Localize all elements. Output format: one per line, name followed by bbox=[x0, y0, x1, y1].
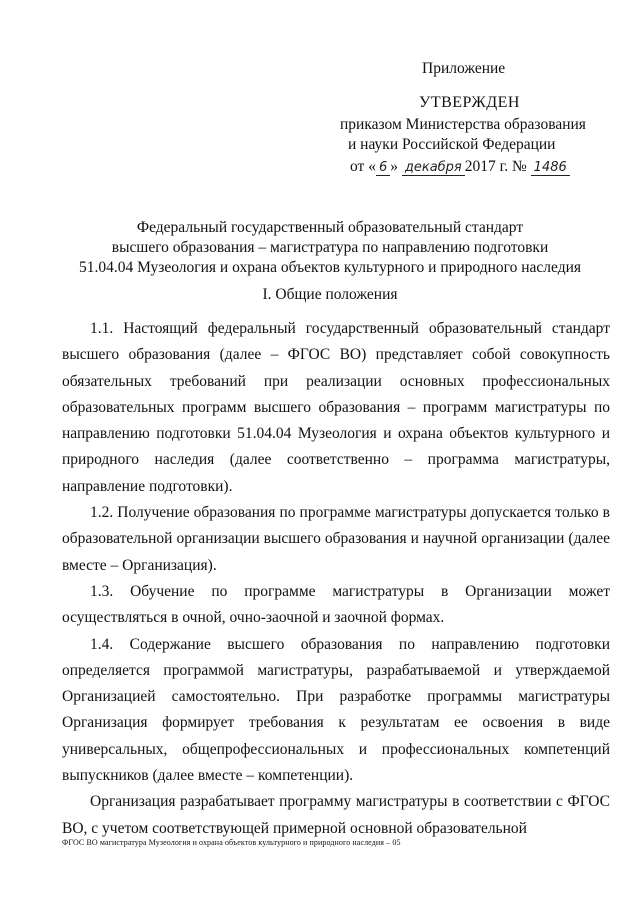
date-prefix: от « bbox=[350, 158, 376, 175]
paragraph-1-1: 1.1. Настоящий федеральный государственный образовательный стандарт высшего образования (далее – ФГОС ВО) представляет собой совокупность обязательных требований при реализации основных профессиональных образовательных программ высшего образования – программ магистратуры по направлению подготовки 51.04.04 Музеология и охрана объектов культурного и природного наследия (далее соответственно – программа магистратуры, направление подготовки). bbox=[62, 320, 610, 495]
document-title bbox=[60, 218, 600, 278]
appendix-label: Приложение bbox=[422, 60, 506, 77]
handwritten-number: 1486 bbox=[531, 161, 570, 176]
handwritten-day: 6 bbox=[376, 161, 390, 176]
approved-heading: УТВЕРЖДЕН bbox=[419, 94, 520, 111]
paragraph-1-2: 1.2. Получение образования по программе магистратуры допускается только в образовательной организации высшего образования и научной организации (далее вместе – Организация). bbox=[62, 504, 610, 574]
document-body bbox=[62, 316, 610, 842]
date-suffix: 2017 г. № bbox=[464, 158, 527, 175]
title-line-3: 51.04.04 Музеология и охрана объектов культурного и природного наследия bbox=[78, 259, 582, 276]
handwritten-month: декабря bbox=[402, 161, 465, 176]
order-date-line bbox=[350, 156, 570, 178]
paragraph-1-4: 1.4. Содержание высшего образования по направлению подготовки определяется программой магистратуры, разрабатываемой и утверждаемой Организацией самостоятельно. При разработке программы магистратуры Организация формирует требования к результатам ее освоения в виде универсальных, общепрофессиональных и профессиональных компетенций выпускников (далее вместе – компетенции). bbox=[62, 635, 610, 785]
order-line-1: приказом Министерства образования bbox=[340, 116, 586, 133]
paragraph-1-3: 1.3. Обучение по программе магистратуры в Организации может осуществляться в очной, очно-заочной и заочной формах. bbox=[62, 582, 610, 627]
title-line-1: Федеральный государственный образовательный стандарт bbox=[136, 219, 524, 236]
page-footer: ФГОС ВО магистратура Музеология и охрана объектов культурного и природного наследия – 05 bbox=[62, 838, 401, 847]
title-line-2: высшего образования – магистратура по направлению подготовки bbox=[111, 239, 549, 256]
order-line-2: и науки Российской Федерации bbox=[348, 136, 556, 153]
date-mid: » bbox=[390, 158, 398, 175]
paragraph-organization: Организация разрабатывает программу магистратуры в соответствии с ФГОС ВО, с учетом соответствующей примерной основной образовательной bbox=[62, 793, 610, 837]
section-heading: I. Общие положения bbox=[262, 286, 398, 303]
